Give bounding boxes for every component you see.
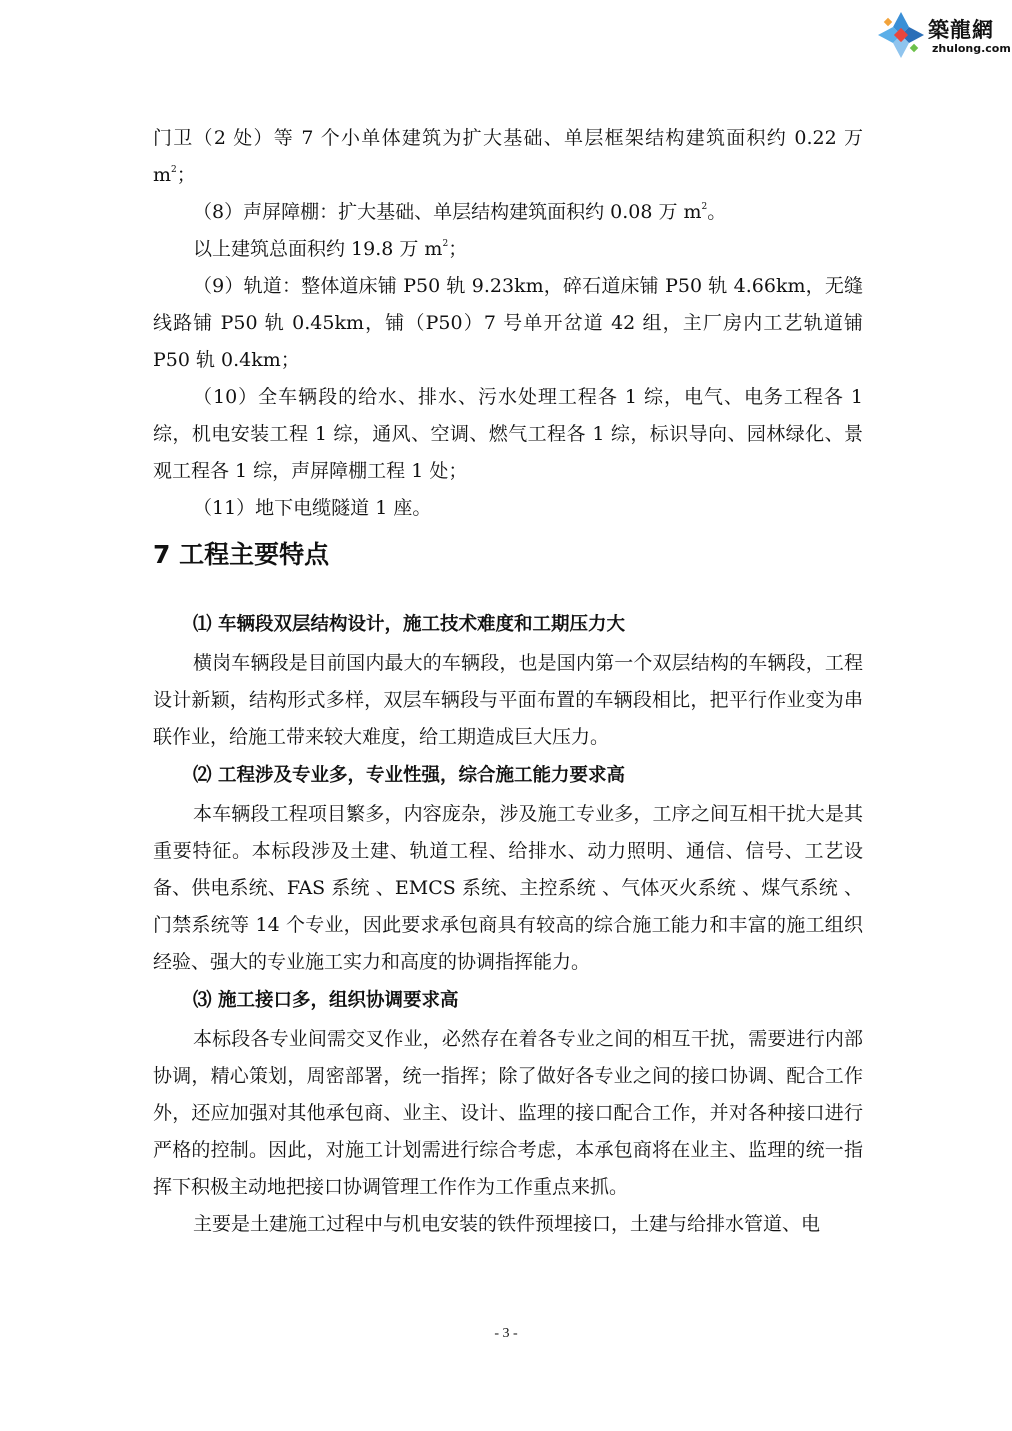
subheading-1: ⑴ 车辆段双层结构设计，施工技术难度和工期压力大 bbox=[193, 614, 625, 635]
paragraph-item-9: （9）轨道：整体道床铺 P50 轨 9.23km，碎石道床铺 P50 轨 4.66km，无缝线路铺 P50 轨 0.45km，铺（P50）7 号单开岔道 42 组，主厂房内工艺轨道铺 P50 轨 0.4km； bbox=[153, 275, 863, 371]
page-content bbox=[153, 120, 863, 1243]
paragraph-feature-3: 本标段各专业间需交叉作业，必然存在着各专业之间的相互干扰，需要进行内部协调，精心策划，周密部署，统一指挥；除了做好各专业之间的接口协调、配合工作外，还应加强对其他承包商、业主、设计、监理的接口配合工作，并对各种接口进行严格的控制。因此，对施工计划需进行综合考虑，本承包商将在业主、监理的统一指挥下积极主动地把接口协调管理工作作为工作重点来抓。 bbox=[153, 1028, 863, 1198]
page-number: - 3 - bbox=[494, 1326, 518, 1341]
subheading-2: ⑵ 工程涉及专业多，专业性强，综合施工能力要求高 bbox=[193, 765, 625, 786]
paragraph-total-area: 以上建筑总面积约 19.8 万 $m^2$； bbox=[193, 238, 468, 260]
zhulong-emblem-icon bbox=[876, 10, 926, 60]
paragraph-feature-1: 横岗车辆段是目前国内最大的车辆段，也是国内第一个双层结构的车辆段，工程设计新颖，结构形式多样，双层车辆段与平面布置的车辆段相比，把平行作业变为串联作业，给施工带来较大难度，给工期造成巨大压力。 bbox=[153, 652, 863, 748]
zhulong-logo bbox=[876, 10, 1011, 62]
subheading-3: ⑶ 施工接口多，组织协调要求高 bbox=[193, 990, 459, 1011]
paragraph-item-10: （10）全车辆段的给水、排水、污水处理工程各 1 综，电气、电务工程各 1 综，机电安装工程 1 综，通风、空调、燃气工程各 1 综，标识导向、园林绿化、景观工程各 1 综，声屏障棚工程 1 处； bbox=[153, 386, 863, 482]
paragraph-feature-2: 本车辆段工程项目繁多，内容庞杂，涉及施工专业多，工序之间互相干扰大是其重要特征。本标段涉及土建、轨道工程、给排水、动力照明、通信、信号、工艺设备、供电系统、FAS 系统 、EMCS 系统、主控系统 、气体灭火系统 、煤气系统 、门禁系统等 14 个专业，因此要求承包商具有较高的综合施工能力和丰富的施工组织经验、强大的专业施工实力和高度的协调指挥能力。 bbox=[153, 803, 863, 973]
logo-chinese-text: 築龍網 bbox=[928, 17, 994, 42]
logo-domain-text: zhulong.com bbox=[932, 42, 1011, 55]
paragraph-small-buildings: 门卫（2 处）等 7 个小单体建筑为扩大基础、单层框架结构建筑面积约 0.22 万 $m^2$； bbox=[153, 127, 863, 186]
paragraph-item-8: （8）声屏障棚：扩大基础、单层结构建筑面积约 0.08 万 $m^2$。 bbox=[193, 201, 727, 223]
paragraph-item-11: （11）地下电缆隧道 1 座。 bbox=[193, 497, 432, 519]
section-heading: 7 工程主要特点 bbox=[153, 540, 330, 569]
paragraph-feature-3-cont: 主要是土建施工过程中与机电安装的铁件预埋接口，土建与给排水管道、电 bbox=[193, 1213, 821, 1235]
